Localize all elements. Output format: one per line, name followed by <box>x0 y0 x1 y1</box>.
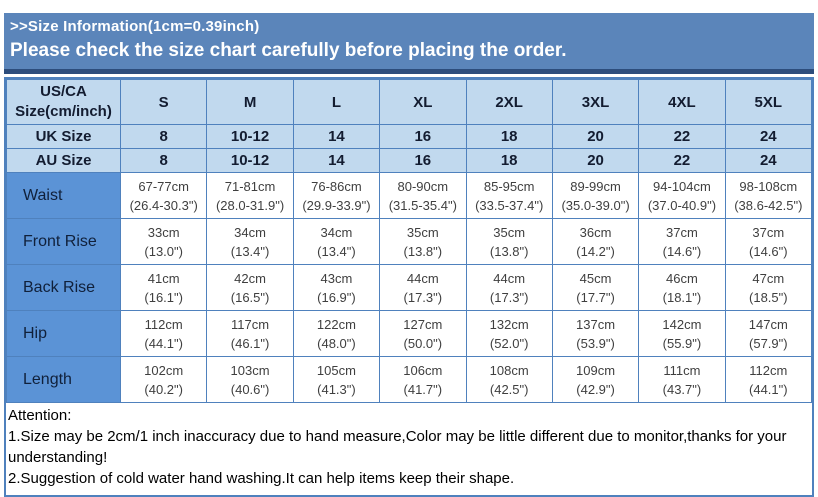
hip-row <box>7 311 812 357</box>
measurement-inch: (53.9") <box>576 335 615 351</box>
measurement-cell <box>639 311 725 357</box>
size-information-title: >>Size Information(1cm=0.39inch) <box>10 18 260 35</box>
measurement-cm: 103cm <box>230 362 270 378</box>
measurement-inch: (44.1") <box>144 335 183 351</box>
measurement-cm: 112cm <box>144 316 183 332</box>
measurement-cm: 98-108cm <box>739 178 798 194</box>
size-number-cell: 18 <box>466 149 552 173</box>
measurement-cell <box>639 265 725 311</box>
measurement-cell <box>552 265 638 311</box>
measurement-cm: 37cm <box>752 224 785 240</box>
row-label-cell: UK Size <box>7 125 121 149</box>
front-rise-row <box>7 219 812 265</box>
attention-section <box>6 403 812 495</box>
measurement-inch: (55.9") <box>662 335 702 351</box>
measurement-cm: 117cm <box>231 316 270 332</box>
measurement-cm: 35cm <box>493 224 526 240</box>
measurement-inch: (42.9") <box>576 381 615 397</box>
measurement-cell <box>121 173 207 219</box>
measurement-inch: (28.0-31.9") <box>215 197 285 213</box>
size-number-cell: 8 <box>121 149 207 173</box>
measurement-inch: (17.3") <box>489 289 529 305</box>
measurement-cell <box>121 357 207 403</box>
length-row <box>7 357 812 403</box>
measurement-cm: 37cm <box>666 224 698 240</box>
measurement-inch: (35.0-39.0") <box>561 197 630 213</box>
measurement-cm: 45cm <box>579 270 612 286</box>
measurement-inch: (31.5-35.4") <box>388 197 457 213</box>
size-number-cell: 14 <box>293 125 379 149</box>
measurement-cm: 109cm <box>576 362 616 378</box>
measurement-cm: 127cm <box>403 316 443 332</box>
size-column-header-5xl: 5XL <box>725 80 811 125</box>
measurement-inch: (44.1") <box>749 381 788 397</box>
measurement-inch: (16.5") <box>230 289 270 305</box>
measurement-cell <box>725 219 811 265</box>
measurement-cell <box>639 357 725 403</box>
measurement-cell <box>552 311 638 357</box>
attention-title: Attention: <box>8 407 72 424</box>
measurement-cell <box>725 357 811 403</box>
measurement-cell <box>207 265 293 311</box>
row-label-cell: AU Size <box>7 149 121 173</box>
uk-size-row <box>7 125 812 149</box>
measurement-cm: 112cm <box>749 362 788 378</box>
size-number-cell: 20 <box>552 125 638 149</box>
measurement-cm: 85-95cm <box>483 178 535 194</box>
size-header-row <box>7 80 812 125</box>
measurement-cell <box>293 219 379 265</box>
measurement-cm: 46cm <box>666 270 698 286</box>
size-number-cell: 10-12 <box>207 149 293 173</box>
size-number-cell: 16 <box>380 125 466 149</box>
measurement-cm: 132cm <box>489 316 529 332</box>
measurement-inch: (57.9") <box>749 335 788 351</box>
measurement-inch: (18.1") <box>662 289 702 305</box>
measurement-cm: 122cm <box>316 316 356 332</box>
measurement-cell <box>725 173 811 219</box>
measurement-inch: (13.8") <box>403 243 443 259</box>
size-number-cell: 24 <box>725 149 811 173</box>
measurement-inch: (52.0") <box>489 335 529 351</box>
measurement-inch: (18.5") <box>749 289 788 305</box>
size-number-cell: 24 <box>725 125 811 149</box>
measurement-inch: (29.9-33.9") <box>302 197 371 213</box>
size-chart-notice: Please check the size chart carefully before placing the order. <box>10 40 567 61</box>
size-number-cell: 10-12 <box>207 125 293 149</box>
size-number-cell: 16 <box>380 149 466 173</box>
measurement-inch: (33.5-37.4") <box>475 197 544 213</box>
measurement-inch: (14.2") <box>576 243 615 259</box>
measurement-cm: 43cm <box>320 270 353 286</box>
measurement-cm: 33cm <box>147 224 180 240</box>
size-column-header-m: M <box>207 80 293 125</box>
waist-row <box>7 173 812 219</box>
size-chart-table-wrap <box>4 77 814 497</box>
measurement-cm: 137cm <box>576 316 616 332</box>
measurement-cell <box>293 173 379 219</box>
size-column-header-xl: XL <box>380 80 466 125</box>
measurement-inch: (41.7") <box>403 381 443 397</box>
size-column-header-s: S <box>121 80 207 125</box>
measurement-cm: 147cm <box>748 316 788 332</box>
size-number-cell: 20 <box>552 149 638 173</box>
measurement-cm: 41cm <box>147 270 180 286</box>
measurement-inch: (46.1") <box>230 335 270 351</box>
measurement-cm: 44cm <box>493 270 526 286</box>
measurement-cm: 106cm <box>403 362 443 378</box>
measurement-cell <box>725 265 811 311</box>
size-number-cell: 22 <box>639 149 725 173</box>
measurement-cell <box>552 173 638 219</box>
measurement-cell <box>207 357 293 403</box>
measurement-cm: 35cm <box>406 224 439 240</box>
measurement-cell <box>293 311 379 357</box>
measurement-cell <box>380 173 466 219</box>
attention-note-2: 2.Suggestion of cold water hand washing.It can help items keep their shape. <box>8 470 515 487</box>
measurement-inch: (38.6-42.5") <box>734 197 803 213</box>
measurement-inch: (17.3") <box>403 289 443 305</box>
measurement-inch: (17.7") <box>576 289 615 305</box>
measurement-cell <box>380 265 466 311</box>
measurement-cm: 71-81cm <box>224 178 276 194</box>
measurement-cell <box>207 173 293 219</box>
measurement-cell <box>552 219 638 265</box>
measurement-cm: 47cm <box>752 270 785 286</box>
measurement-cell <box>466 173 552 219</box>
measurement-cell <box>380 311 466 357</box>
header-band <box>4 13 814 69</box>
size-column-header-4xl: 4XL <box>639 80 725 125</box>
measurement-inch: (40.2") <box>144 381 183 397</box>
measurement-cell <box>466 265 552 311</box>
measurement-cell <box>121 219 207 265</box>
measurement-cm: 94-104cm <box>653 178 711 194</box>
measurement-cell <box>466 357 552 403</box>
measurement-inch: (14.6") <box>662 243 702 259</box>
measure-label-cell: Waist <box>7 173 121 219</box>
measurement-inch: (13.8") <box>489 243 529 259</box>
measurement-cm: 80-90cm <box>397 178 449 194</box>
size-number-cell: 18 <box>466 125 552 149</box>
measurement-cm: 34cm <box>234 224 266 240</box>
size-column-header-l: L <box>293 80 379 125</box>
measurement-cell <box>380 219 466 265</box>
measurement-inch: (13.4") <box>230 243 270 259</box>
measurement-cm: 142cm <box>662 316 702 332</box>
measurement-inch: (37.0-40.9") <box>647 197 717 213</box>
measurement-cell <box>725 311 811 357</box>
corner-label-line1: US/CA <box>40 83 87 100</box>
measurement-cm: 105cm <box>316 362 356 378</box>
measurement-cm: 44cm <box>406 270 439 286</box>
measurement-inch: (50.0") <box>403 335 443 351</box>
measurement-cm: 36cm <box>579 224 612 240</box>
measurement-inch: (16.9") <box>317 289 356 305</box>
measure-label-cell: Front Rise <box>7 219 121 265</box>
measurement-cell <box>207 311 293 357</box>
measurement-inch: (42.5") <box>489 381 529 397</box>
measurement-inch: (13.4") <box>317 243 356 259</box>
measurement-cell <box>466 311 552 357</box>
size-number-cell: 14 <box>293 149 379 173</box>
measure-label-cell: Back Rise <box>7 265 121 311</box>
measurement-inch: (40.6") <box>230 381 270 397</box>
measurement-inch: (41.3") <box>317 381 356 397</box>
measurement-cm: 111cm <box>663 362 701 378</box>
size-column-header-2xl: 2XL <box>466 80 552 125</box>
measurement-cell <box>293 357 379 403</box>
measurement-cm: 89-99cm <box>570 178 621 194</box>
measurement-cell <box>466 219 552 265</box>
measurement-cm: 67-77cm <box>138 178 189 194</box>
size-column-header-3xl: 3XL <box>552 80 638 125</box>
measurement-cell <box>639 219 725 265</box>
measurement-cell <box>380 357 466 403</box>
measurement-inch: (13.0") <box>144 243 183 259</box>
size-number-cell: 22 <box>639 125 725 149</box>
corner-header-cell <box>7 80 121 125</box>
measurement-cell <box>121 311 207 357</box>
measurement-cm: 42cm <box>234 270 266 286</box>
measurement-inch: (14.6") <box>749 243 788 259</box>
size-number-cell: 8 <box>121 125 207 149</box>
measurement-inch: (16.1") <box>144 289 183 305</box>
measurement-cm: 108cm <box>489 362 529 378</box>
measure-label-cell: Length <box>7 357 121 403</box>
measurement-inch: (48.0") <box>317 335 356 351</box>
measurement-cell <box>207 219 293 265</box>
measurement-cm: 76-86cm <box>311 178 362 194</box>
corner-label-line2: Size(cm/inch) <box>15 103 112 120</box>
measurement-inch: (26.4-30.3") <box>129 197 198 213</box>
measurement-cm: 102cm <box>144 362 184 378</box>
back-rise-row <box>7 265 812 311</box>
measurement-cell <box>552 357 638 403</box>
size-chart-table <box>6 79 812 403</box>
measurement-cm: 34cm <box>320 224 353 240</box>
measurement-cell <box>639 173 725 219</box>
au-size-row <box>7 149 812 173</box>
measurement-cell <box>293 265 379 311</box>
measurement-inch: (43.7") <box>662 381 702 397</box>
attention-note-1: 1.Size may be 2cm/1 inch inaccuracy due to hand measure,Color may be little different due to monitor,thanks for your understanding! <box>8 428 787 466</box>
measurement-cell <box>121 265 207 311</box>
measure-label-cell: Hip <box>7 311 121 357</box>
